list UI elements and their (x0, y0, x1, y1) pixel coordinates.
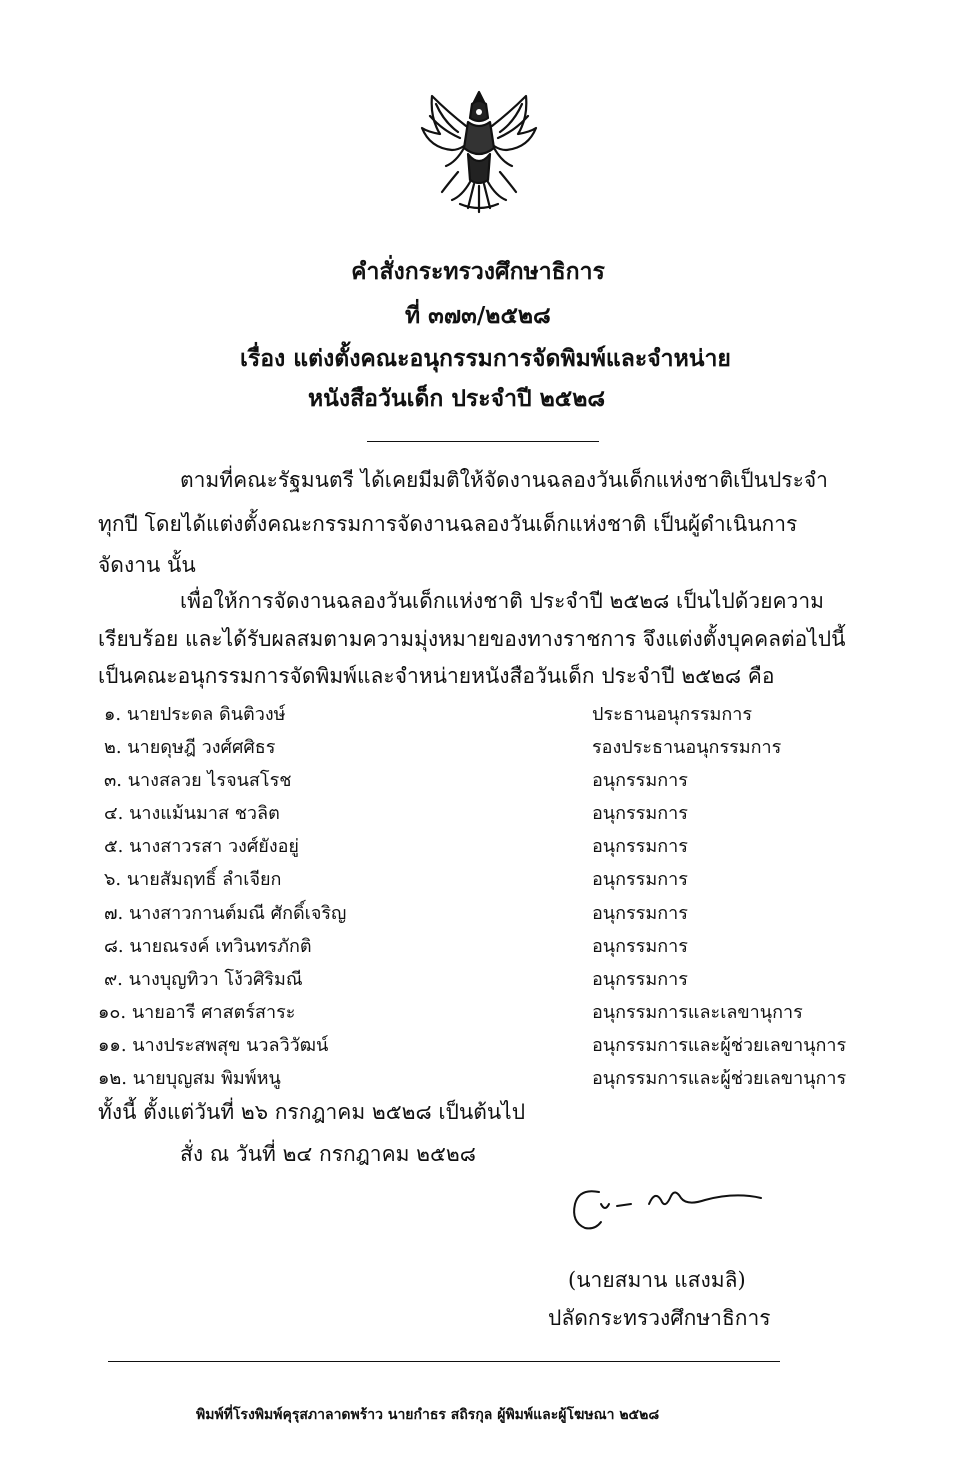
effective-date: ทั้งนี้ ตั้งแต่วันที่ ๒๖ กรกฎาคม ๒๕๒๘ เป็นต้นไป (98, 1100, 526, 1124)
paragraph-2-line-3: เป็นคณะอนุกรรมการจัดพิมพ์และจำหน่ายหนังสือวันเด็ก ประจำปี ๒๕๒๘ คือ (98, 664, 775, 688)
member-name: ๑๑. นางประสพสุข นวลวิวัฒน์ (98, 1035, 329, 1056)
member-name: ๕. นางสาวรสา วงศ์ยังอยู่ (104, 836, 299, 857)
signatory-position: ปลัดกระทรวงศึกษาธิการ (548, 1306, 771, 1330)
member-name: ๔. นางแม้นมาส ชวลิต (104, 803, 280, 824)
member-role: อนุกรรมการและผู้ช่วยเลขานุการ (592, 1035, 847, 1056)
member-role: อนุกรรมการ (592, 903, 688, 924)
member-role: ประธานอนุกรรมการ (592, 704, 753, 725)
order-subject-line-2: หนังสือวันเด็ก ประจำปี ๒๕๒๘ (308, 385, 606, 412)
paragraph-2-line-2: เรียบร้อย และได้รับผลสมตามความมุ่งหมายของทางราชการ จึงแต่งตั้งบุคคลต่อไปนี้ (98, 627, 846, 651)
member-role: อนุกรรมการ (592, 869, 688, 890)
member-role: อนุกรรมการและเลขานุการ (592, 1002, 803, 1023)
printer-credit: พิมพ์ที่โรงพิมพ์คุรุสภาลาดพร้าว นายกำธร สถิรกุล ผู้พิมพ์และผู้โฆษณา ๒๕๒๘ (196, 1407, 660, 1423)
order-number: ที่ ๓๗๓/๒๕๒๘ (405, 302, 551, 329)
member-name: ๑. นายประดล ดินติวงษ์ (104, 704, 286, 725)
member-name: ๙. นางบุญทิวา โง้วศิริมณี (104, 969, 303, 990)
member-role: อนุกรรมการ (592, 969, 688, 990)
member-role: อนุกรรมการ (592, 836, 688, 857)
paragraph-1-line-1: ตามที่คณะรัฐมนตรี ได้เคยมีมติให้จัดงานฉลองวันเด็กแห่งชาติเป็นประจำ (180, 468, 828, 492)
member-role: อนุกรรมการ (592, 936, 688, 957)
header-divider (367, 441, 599, 442)
handwritten-signature (565, 1182, 765, 1244)
member-name: ๖. นายสัมฤทธิ์ ลำเจียก (104, 869, 282, 890)
footer-divider (108, 1361, 780, 1362)
member-role: อนุกรรมการ (592, 770, 688, 791)
paragraph-1-line-2: ทุกปี โดยได้แต่งตั้งคณะกรรมการจัดงานฉลองวันเด็กแห่งชาติ เป็นผู้ดำเนินการ (98, 512, 798, 536)
member-name: ๗. นางสาวกานต์มณี ศักดิ์เจริญ (104, 903, 347, 924)
order-subject-line-1: เรื่อง แต่งตั้งคณะอนุกรรมการจัดพิมพ์และจำหน่าย (240, 345, 731, 372)
member-role: อนุกรรมการและผู้ช่วยเลขานุการ (592, 1068, 847, 1089)
member-name: ๓. นางสลวย ไรจนสโรช (104, 770, 292, 791)
member-name: ๑๐. นายอารี ศาสตร์สาระ (98, 1002, 296, 1023)
order-date: สั่ง ณ วันที่ ๒๔ กรกฎาคม ๒๕๒๘ (180, 1142, 476, 1166)
signatory-name: (นายสมาน แสงมลิ) (568, 1268, 746, 1292)
paragraph-1-line-3: จัดงาน นั้น (98, 553, 196, 577)
member-name: ๘. นายณรงค์ เทวินทรภักติ (104, 936, 312, 957)
member-role: รองประธานอนุกรรมการ (592, 737, 782, 758)
member-name: ๒. นายดุษฎี วงศ์ศศิธร (104, 737, 276, 758)
order-title: คำสั่งกระทรวงศึกษาธิการ (351, 258, 605, 285)
member-role: อนุกรรมการ (592, 803, 688, 824)
garuda-emblem-icon (418, 88, 540, 216)
paragraph-2-line-1: เพื่อให้การจัดงานฉลองวันเด็กแห่งชาติ ประจำปี ๒๕๒๘ เป็นไปด้วยความ (180, 589, 824, 613)
member-name: ๑๒. นายบุญสม พิมพ์หนู (98, 1068, 281, 1089)
